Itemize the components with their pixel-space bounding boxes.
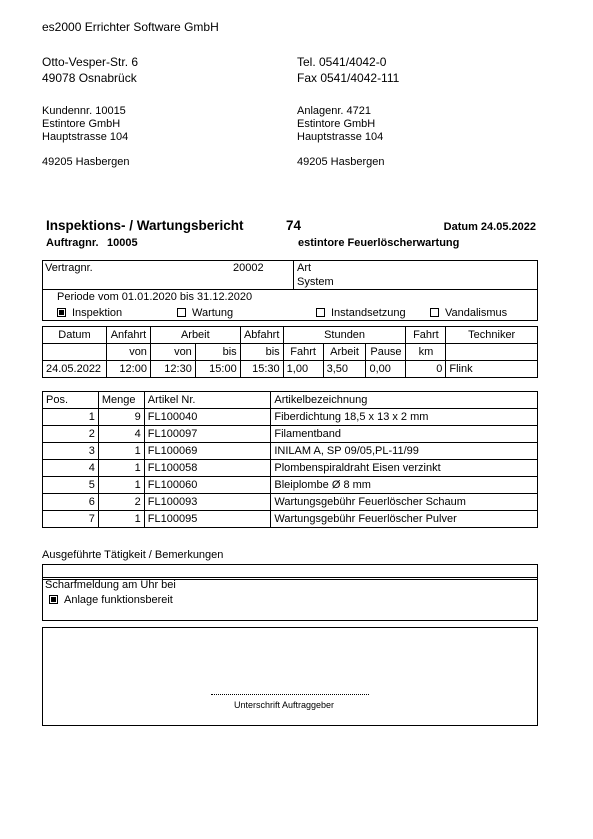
table-row [43,477,538,494]
cell-fahrt: 1,00 [283,361,323,378]
alarm-status: Anlage funktionsbereit [49,594,173,606]
cell-menge: 1 [98,477,144,494]
cell-menge: 9 [98,409,144,426]
table-row [43,426,538,443]
header-fahrt-km: Fahrt [406,327,446,344]
cell-arbeit-bis: 15:00 [195,361,240,378]
header-abfahrt: Abfahrt [240,327,283,344]
cell-bezeichnung: Wartungsgebühr Feuerlöscher Pulver [271,511,538,528]
report-date: Datum 24.05.2022 [443,221,536,233]
company-city: 49078 Osnabrück [42,71,137,85]
header-arbeit: Arbeit [150,327,240,344]
cell-bezeichnung: Bleiplombe Ø 8 mm [271,477,538,494]
company-fax: Fax 0541/4042-111 [297,71,400,85]
cell-pos: 2 [43,426,99,443]
cell-artikel: FL100060 [144,477,271,494]
checkbox-icon [177,308,186,317]
cell-menge: 1 [98,460,144,477]
cell-artikel: FL100040 [144,409,271,426]
site-number: Anlagenr. 4721 [297,105,372,117]
cell-artikel: FL100058 [144,460,271,477]
type-instandsetzung: Instandsetzung [316,307,406,319]
items-table [42,391,538,528]
site-street: Hauptstrasse 104 [297,131,384,143]
table-row [43,494,538,511]
company-tel: Tel. 0541/4042-0 [297,55,387,69]
cell-abfahrt-bis: 15:30 [240,361,283,378]
cell-bezeichnung: Fiberdichtung 18,5 x 13 x 2 mm [271,409,538,426]
cell-pos: 1 [43,409,99,426]
cell-pos: 5 [43,477,99,494]
cell-menge: 4 [98,426,144,443]
cell-pause: 0,00 [366,361,406,378]
customer-city: 49205 Hasbergen [42,156,130,168]
subheader-pause: Pause [366,344,406,361]
header-artikel: Artikel Nr. [144,392,271,409]
company-name: es2000 Errichter Software GmbH [42,20,219,34]
cell-menge: 1 [98,511,144,528]
contract-number: 20002 [233,262,264,274]
cell-pos: 4 [43,460,99,477]
customer-street: Hauptstrasse 104 [42,131,129,143]
checkbox-icon [49,595,58,604]
table-row [43,460,538,477]
contract-box [42,260,538,290]
contract-label: Vertragnr. [45,262,93,274]
cell-artikel: FL100093 [144,494,271,511]
subheader-arbeit: Arbeit [323,344,366,361]
customer-name: Estintore GmbH [42,118,121,130]
cell-artikel: FL100095 [144,511,271,528]
cell-menge: 1 [98,443,144,460]
cell-pos: 6 [43,494,99,511]
subheader-abfahrt-bis: bis [240,344,283,361]
type-wartung: Wartung [177,307,233,319]
subheader-empty [446,344,538,361]
checkbox-icon [430,308,439,317]
subheader-arbeit-bis: bis [195,344,240,361]
company-street: Otto-Vesper-Str. 6 [42,55,139,69]
header-datum: Datum [43,327,107,344]
subheader-km: km [406,344,446,361]
times-row [43,361,538,378]
cell-arbeit: 3,50 [323,361,366,378]
customer-address [42,105,129,169]
signature-box [42,627,538,726]
type-inspektion: Inspektion [57,307,122,319]
header-stunden: Stunden [283,327,406,344]
cell-artikel: FL100097 [144,426,271,443]
cell-datum: 24.05.2022 [43,361,107,378]
header-pos: Pos. [43,392,99,409]
cell-pos: 7 [43,511,99,528]
table-row [43,409,538,426]
table-row [43,443,538,460]
header-bezeichnung: Artikelbezeichnung [271,392,538,409]
subheader-anfahrt-von: von [106,344,150,361]
header-anfahrt: Anfahrt [106,327,150,344]
table-row [43,511,538,528]
cell-menge: 2 [98,494,144,511]
header-menge: Menge [98,392,144,409]
order-description: estintore Feuerlöscherwartung [298,237,460,249]
cell-anfahrt-von: 12:00 [106,361,150,378]
order-label: Auftragnr. [46,237,99,249]
subheader-arbeit-von: von [150,344,195,361]
subheader-fahrt: Fahrt [283,344,323,361]
cell-pos: 3 [43,443,99,460]
cell-bezeichnung: Plombenspiraldraht Eisen verzinkt [271,460,538,477]
system-label: System [297,276,334,288]
times-table [42,326,538,378]
report-title: Inspektions- / Wartungsbericht [46,218,244,233]
site-city: 49205 Hasbergen [297,156,385,168]
cell-bezeichnung: Wartungsgebühr Feuerlöscher Schaum [271,494,538,511]
cell-techniker: Flink [446,361,538,378]
checkbox-icon [316,308,325,317]
art-label: Art [297,262,312,274]
signature-label: Unterschrift Auftraggeber [234,700,335,710]
subheader-empty [43,344,107,361]
signature-line [211,694,369,695]
site-name: Estintore GmbH [297,118,376,130]
cell-bezeichnung: Filamentband [271,426,538,443]
customer-number: Kundennr. 10015 [42,105,126,117]
report-number: 74 [286,218,302,233]
cell-bezeichnung: INILAM A, SP 09/05,PL-11/99 [271,443,538,460]
cell-artikel: FL100069 [144,443,271,460]
period-text: Periode vom 01.01.2020 bis 31.12.2020 [57,291,253,303]
site-address [297,105,384,169]
type-vandalismus: Vandalismus [430,307,507,319]
checkbox-icon [57,308,66,317]
remarks-label: Ausgeführte Tätigkeit / Bemerkungen [42,549,224,561]
order-number: 10005 [107,237,138,249]
cell-arbeit-von: 12:30 [150,361,195,378]
alarm-label: Scharfmeldung am Uhr bei [45,579,176,591]
cell-km: 0 [406,361,446,378]
header-techniker: Techniker [446,327,538,344]
